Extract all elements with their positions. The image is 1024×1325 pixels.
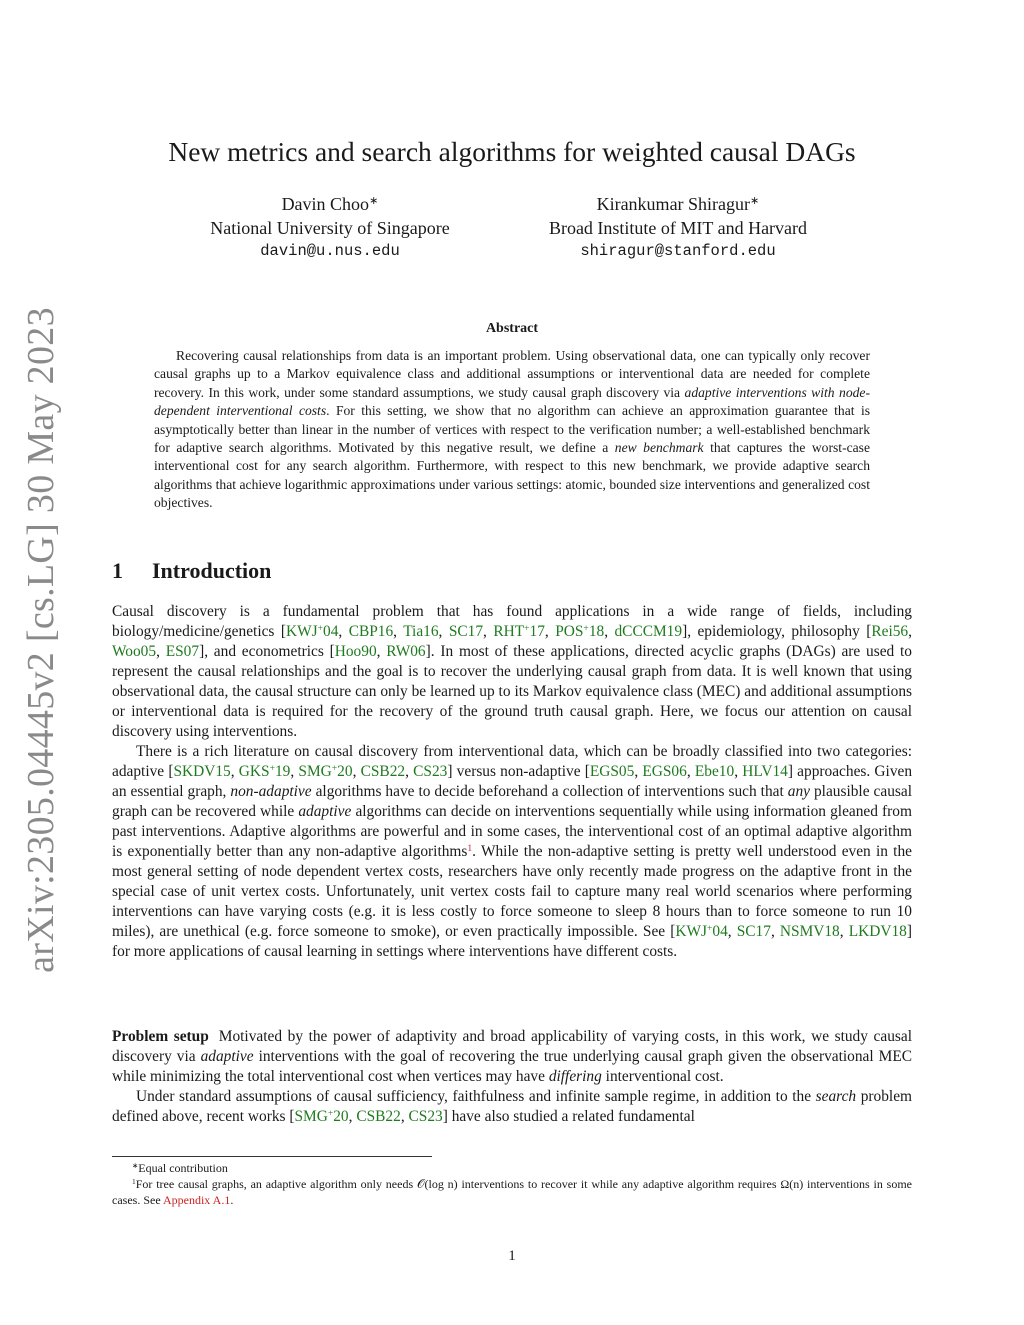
citation-link[interactable]: POS+18 [555, 622, 605, 640]
citation-link[interactable]: SMG+20 [298, 762, 353, 780]
citation-link[interactable]: Tia16 [403, 623, 439, 640]
author-email[interactable]: davin@u.nus.edu [260, 242, 400, 260]
author-affiliation: National University of Singapore [210, 217, 450, 238]
author-email[interactable]: shiragur@stanford.edu [580, 242, 776, 260]
footnotes [112, 1160, 912, 1208]
citation-link[interactable]: ES07 [165, 643, 200, 660]
paragraph: Under standard assumptions of causal sufficiency, faithfulness and infinite sample regime, in addition to the search problem defined above, recent works [SMG+20, CSB22, CS23] have also studied a related fundamental [112, 1088, 912, 1125]
citation-link[interactable]: SKDV15 [173, 763, 231, 780]
citation-link[interactable]: CSB22 [356, 1108, 401, 1125]
equal-contribution-mark: ∗ [369, 194, 379, 207]
citation-link[interactable]: CS23 [408, 1108, 443, 1125]
citation-link[interactable]: CS23 [413, 763, 448, 780]
citation-link[interactable]: SMG+20 [294, 1107, 349, 1125]
author-affiliation: Broad Institute of MIT and Harvard [548, 217, 808, 238]
emphasis: adaptive interventions with node-dependent interventional costs [154, 384, 870, 419]
footnote: $^1$For tree causal graphs, an adaptive algorithm only needs 𝒪(log n) interventions to recover it while any adaptive algorithm requires Ω(n) interventions in some cases. See Appendix A.1. [112, 1176, 912, 1207]
abstract-heading: Abstract [485, 321, 539, 336]
citation-link[interactable]: RW06 [386, 643, 426, 660]
citation-link[interactable]: NSMV18 [779, 923, 840, 940]
emphasis: non-adaptive [230, 783, 312, 800]
citation-link[interactable]: Hoo90 [334, 643, 377, 660]
emphasis: any [787, 783, 810, 800]
paragraph-heading: Problem setup [112, 1028, 209, 1045]
citation-link[interactable]: Rei56 [871, 623, 909, 640]
citation-link[interactable]: GKS+19 [238, 762, 291, 780]
problem-setup-text [112, 1027, 912, 1127]
section-title: Introduction [152, 558, 272, 583]
citation-link[interactable]: Ebe10 [694, 763, 735, 780]
author-block-1 [160, 193, 500, 264]
citation-link[interactable]: dCCCM19 [614, 623, 683, 640]
author-name: Kirankumar Shiragur [596, 194, 751, 214]
paper-title: New metrics and search algorithms for weighted causal DAGs [168, 136, 856, 167]
section-heading [112, 558, 271, 584]
citation-link[interactable]: Woo05 [112, 643, 157, 660]
footnote-ref[interactable]: 1 [467, 842, 473, 854]
citation-link[interactable]: KWJ+04 [285, 622, 339, 640]
math-expression: 𝒪(log n) [416, 1177, 458, 1191]
math-expression: Ω(n) [780, 1177, 804, 1191]
arxiv-stamp-text: arXiv:2305.04445v2 [cs.LG] 30 May 2023 [20, 307, 62, 973]
citation-link[interactable]: RHT+17 [493, 622, 545, 640]
author-block-2 [500, 193, 856, 264]
abstract-paragraph: Recovering causal relationships from data is an important problem. Using observational data, one can typically only recover causal graphs up to a Markov equivalence class and additional assumptions or interventional data are needed for complete recovery. In this work, under some standard assumptions, we study causal graph discovery via adaptive interventions with node-dependent interventional costs. For this setting, we show that no algorithm can achieve an approximation guarantee that is asymptotically better than linear in the number of vertices with respect to the verification number; a well-established benchmark for adaptive search algorithms. Motivated by this negative result, we define a new benchmark that captures the worst-case interventional cost for any search algorithm. Furthermore, with respect to this new benchmark, we provide adaptive search algorithms that achieve logarithmic approximations under various settings: atomic, bounded size interventions and generalized cost objectives. [154, 348, 871, 511]
author-name: Davin Choo [281, 194, 370, 214]
footnote-divider [112, 1156, 432, 1157]
equal-contribution-mark: ∗ [750, 194, 760, 207]
page-number: 1 [508, 1248, 516, 1264]
emphasis: new benchmark [614, 440, 704, 456]
section-number: 1 [112, 558, 123, 583]
citation-link[interactable]: LKDV18 [848, 923, 907, 940]
citation-link[interactable]: CSB22 [360, 763, 406, 780]
appendix-link[interactable]: Appendix A.1 [162, 1193, 231, 1207]
emphasis: search [815, 1088, 857, 1105]
abstract-body [154, 347, 870, 513]
emphasis: adaptive [298, 803, 352, 820]
citation-link[interactable]: HLV14 [742, 763, 788, 780]
paragraph: Causal discovery is a fundamental problem that has found applications in a wide range of fields, including biology/medicine/genetics [KWJ+04, CBP16, Tia16, SC17, RHT+17, POS+18, dCCCM19], epidemiology, philosophy [Rei56, Woo05, ES07], and econometrics [Hoo90, RW06]. In most of these applications, directed acyclic graphs (DAGs) are used to represent the causal relationships and the goal is to recover the underlying causal graph from data. It is well known that using observational data, the causal structure can only be learned up to its Markov equivalence class (MEC) and additional assumptions or interventional data is required for the recovery of the ground truth causal graph. Here, we focus our attention on causal discovery using interventions. [112, 603, 912, 740]
citation-link[interactable]: SC17 [448, 623, 484, 640]
citation-link[interactable]: EGS05 [589, 763, 635, 780]
emphasis: adaptive [200, 1048, 254, 1065]
citation-link[interactable]: SC17 [736, 923, 771, 940]
citation-link[interactable]: EGS06 [642, 763, 687, 780]
footnote: ∗Equal contribution [132, 1160, 228, 1175]
emphasis: differing [548, 1068, 602, 1085]
citation-link[interactable]: KWJ+04 [675, 922, 728, 940]
arxiv-stamp [12, 307, 70, 973]
introduction-text [112, 602, 912, 962]
citation-link[interactable]: CBP16 [348, 623, 394, 640]
paragraph: Problem setup Motivated by the power of adaptivity and broad applicability of varying costs, in this work, we study causal discovery via adaptive interventions with the goal of recovering the true underlying causal graph given the observational MEC while minimizing the total interventional cost when vertices may have differing interventional cost. [112, 1028, 912, 1085]
paragraph: There is a rich literature on causal discovery from interventional data, which can be broadly classified into two categories: adaptive [SKDV15, GKS+19, SMG+20, CSB22, CS23] versus non-adaptive [EGS05, EGS06, Ebe10, HLV14] approaches. Given an essential graph, non-adaptive algorithms have to decide beforehand a collection of interventions such that any plausible causal graph can be recovered while adaptive algorithms can decide on interventions sequentially while using information gleaned from past interventions. Adaptive algorithms are powerful and in some cases, the interventional cost of an optimal adaptive algorithm is exponentially better than any non-adaptive algorithms$^1$. While the non-adaptive setting is pretty well understood even in the most general setting of node dependent vertex costs, researchers have only recently made progress on the adaptive front in the special case of unit vertex costs. Unfortunately, unit vertex costs fail to capture many real world scenarios where performing interventions can have varying costs (e.g. it is less costly to force someone to sleep 8 hours than to force someone to run 10 miles), are unethical (e.g. force someone to smoke), or even practically impossible. See [KWJ+04, SC17, NSMV18, LKDV18] for more applications of causal learning in settings where interventions have different costs. [112, 743, 913, 960]
